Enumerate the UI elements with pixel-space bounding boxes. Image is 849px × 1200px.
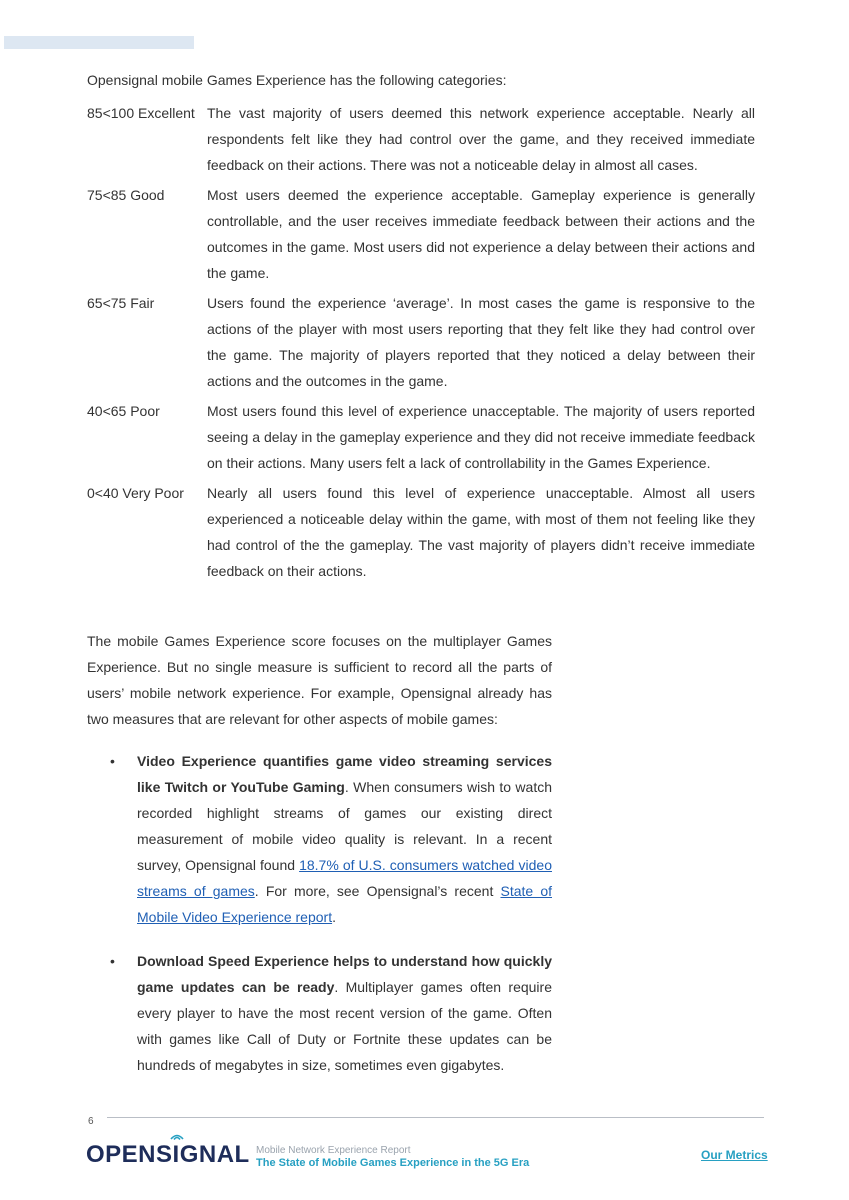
report-series-title: Mobile Network Experience Report [256,1145,411,1156]
bullet-text: . [332,909,336,925]
bullet-text: . For more, see Opensignal’s recent [254,883,501,899]
bullet-dot-icon: • [110,753,115,769]
category-description: Users found the experience ‘average’. In most cases the game is responsive to the actions of the player with most users reporting that they felt like they had control over the game. The majority of players reported that they noticed a delay between their actions and the outcomes in the game. [207,295,755,389]
bullet-dot-icon: • [110,953,115,969]
category-item [87,182,755,286]
category-range: 85<100 Excellent [87,105,195,121]
category-range: 65<75 Fair [87,295,155,311]
category-description: The vast majority of users deemed this network experience acceptable. Nearly all respondents felt like they had control over the game, and they received immediate feedback on their actions. There was not a noticeable delay in almost all cases. [207,105,755,173]
category-range: 0<40 Very Poor [87,485,184,501]
opensignal-logo [86,1141,250,1169]
category-item [87,290,755,394]
category-list [87,100,755,584]
category-description: Nearly all users found this level of experience unacceptable. Almost all users experienced a noticeable delay within the game, with most of them not feeling like they had control of the the gameplay. The vast majority of players didn’t receive immediate feedback on their actions. [207,485,755,579]
category-item [87,480,755,584]
signal-wave-icon [170,1132,184,1140]
bullet-video-experience [110,748,552,930]
category-range: 40<65 Poor [87,403,160,419]
bullet-bold-lead: Video Experience quantifies game video streaming services like Twitch or YouTube Gaming [137,753,552,795]
bullet-download-speed [110,948,552,1078]
body-paragraph: The mobile Games Experience score focuses on the multiplayer Games Experience. But no single measure is sufficient to record all the parts of users’ mobile network experience. For example, Opensignal already has two measures that are relevant for other aspects of mobile games: [87,633,552,727]
categories-intro: Opensignal mobile Games Experience has the following categories: [87,72,507,88]
category-item [87,398,755,476]
category-item [87,100,755,178]
footer-divider [107,1117,764,1118]
video-report-link[interactable]: State of Mobile Video Experience report [137,883,552,925]
bullet-bold-lead: Download Speed Experience helps to understand how quickly game updates can be ready [137,953,552,995]
logo-text-end: GNAL [179,1141,250,1168]
logo-i-letter: I [172,1141,180,1168]
category-description: Most users found this level of experience unacceptable. The majority of users reported seeing a delay in the gameplay experience and they did not receive immediate feedback on their actions. Many users felt a lack of controllability in the Games Experience. [207,403,755,471]
logo-signal-i [173,1141,180,1169]
category-description: Most users deemed the experience acceptable. Gameplay experience is generally controllable, and the user receives immediate feedback between their actions and the outcomes in the game. Most users did not experience a delay between their actions and the game. [207,187,755,281]
bullet-text: . Multiplayer games often require every player to have the most recent version of the game. Often with games like Call of Duty or Fortnite these updates can be hundreds of megabytes in size, sometimes even gigabytes. [137,979,552,1073]
our-metrics-link[interactable]: Our Metrics [701,1148,768,1162]
header-bar [4,36,194,49]
category-range: 75<85 Good [87,187,165,203]
watched-streams-link[interactable]: 18.7% of U.S. consumers watched video streams of games [137,857,552,899]
page-number: 6 [88,1116,94,1127]
report-title: The State of Mobile Games Experience in the 5G Era [256,1157,530,1169]
bullet-text: . When consumers wish to watch recorded highlight streams of games our existing direct measurement of mobile video quality is relevant. In a recent survey, Opensignal found [137,779,553,873]
bullet-list [110,748,552,1078]
logo-text-start: OPENS [86,1141,173,1168]
